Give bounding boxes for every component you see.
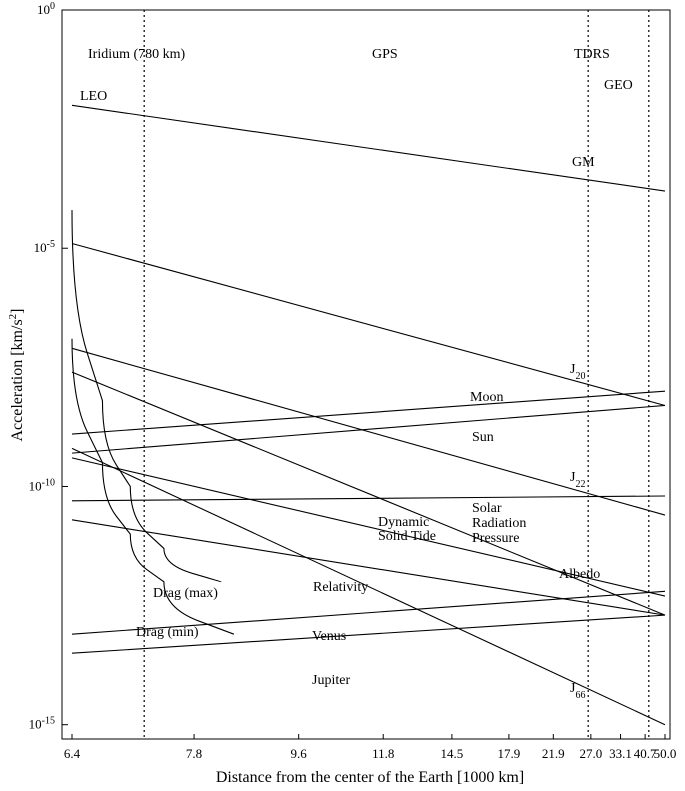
marker-label-iridium-780-km: Iridium (780 km) [88,47,186,62]
x-tick-label: 11.8 [372,746,395,761]
x-tick-label: 33.1 [609,746,632,761]
series-label-sun: Sun [472,430,494,445]
series-label-dynamic: Dynamic [378,515,430,530]
series-label-radiation: Radiation [472,516,527,531]
x-tick-label: 9.6 [290,746,307,761]
x-tick-label: 27.0 [579,746,603,761]
series-label-solid-tide: Solid Tide [378,529,436,544]
series-label-j66: $J_{66}$ [570,681,586,701]
marker-label-tdrs: TDRS [574,47,610,62]
series-label-solar: Solar [472,501,502,516]
series-line-solar-radiation-pressure [72,496,665,501]
series-line-gm [72,105,665,191]
series-label-pressure: Pressure [472,531,520,546]
y-tick-label: $10^0$ [37,0,55,17]
marker-sublabel-geo: GEO [604,78,633,93]
series-label-j22: $J_{22}$ [570,470,586,490]
x-axis-title: Distance from the center of the Earth [1000 km] [215,769,525,786]
series-label-moon: Moon [470,390,504,405]
series-line-drag-max [72,210,221,582]
series-label-drag-max: Drag (max) [153,586,218,601]
x-tick-label: 21.9 [541,746,565,761]
y-tick-label: $10^{-15}$ [28,715,55,732]
x-tick-label: 50.0 [653,746,677,761]
marker-sublabel-leo: LEO [80,89,108,104]
series-label-venus: Venus [312,629,347,644]
series-label-relativity: Relativity [313,580,369,595]
y-tick-label: $10^{-10}$ [28,476,55,494]
series-label-drag-min: Drag (min) [136,625,199,640]
x-tick-label: 14.5 [440,746,464,761]
y-axis-title: Acceleration $[km/s^2]$ [7,308,26,442]
y-tick-label: $10^{-5}$ [33,238,55,256]
x-tick-label: 17.9 [497,746,521,761]
x-tick-label: 6.4 [63,746,81,761]
marker-label-gps: GPS [372,47,398,62]
series-label-jupiter: Jupiter [312,673,351,688]
series-label-gm: GM [572,155,595,170]
series-label-albedo: Albedo [559,567,601,582]
x-tick-label: 40.7 [633,746,657,761]
x-tick-label: 7.8 [185,746,203,761]
series-label-j20: $J_{20}$ [570,362,586,382]
